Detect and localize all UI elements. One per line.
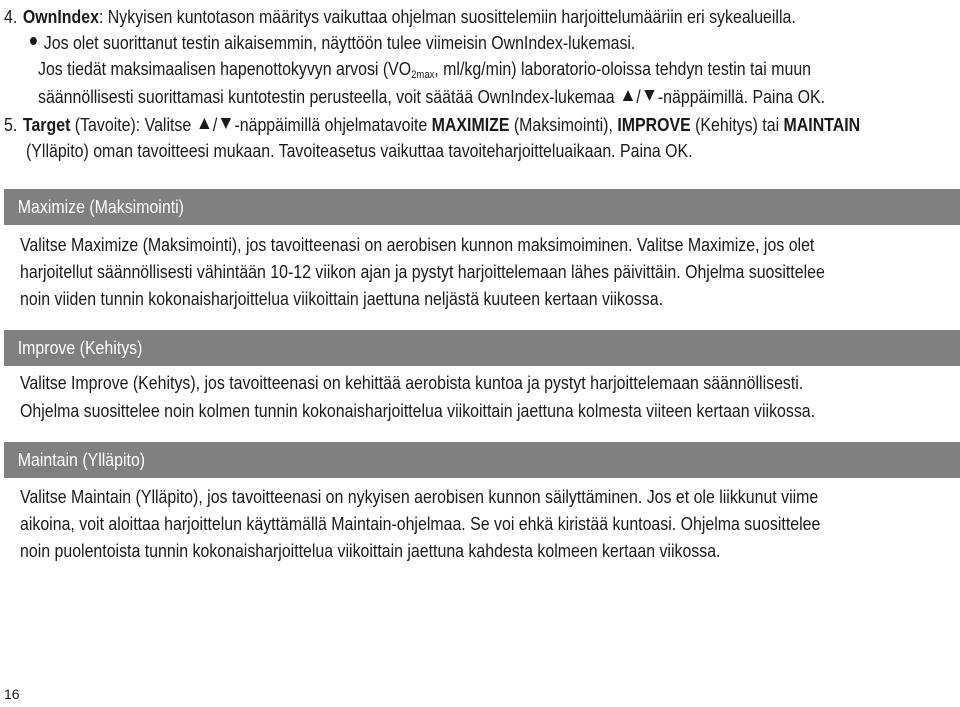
- item-4-text: : Nykyisen kuntotason määritys vaikuttaa ohjelman suosittelemiin harjoittelumääriin eri sykealueilla.: [98, 6, 796, 27]
- section-text: aikoina, voit aloittaa harjoittelun käyttämällä Maintain-ohjelmaa. Se voi ehkä kiristää kuntoasi. Ohjelma suosittelee: [20, 513, 821, 534]
- section-text: harjoitellut säännöllisesti vähintään 10-12 viikon ajan ja pystyt harjoittelemaan lähes päivittäin. Ohjelma suosittelee: [20, 261, 825, 282]
- item-4-para-line-1: [38, 58, 937, 80]
- item-4-bullet-line: [30, 32, 734, 54]
- item-5-number: 5.: [4, 114, 18, 135]
- up-arrow-icon: [622, 90, 632, 101]
- up-arrow-icon: [199, 118, 209, 129]
- arrow-separator: /: [636, 86, 641, 107]
- item-5-title: Target: [22, 114, 71, 135]
- section-maximize-line-3: [20, 288, 768, 310]
- bullet-icon: [30, 37, 37, 45]
- item-5-text-b: -näppäimillä ohjelmatavoite: [234, 114, 432, 135]
- item-5-line-2: [26, 140, 801, 162]
- section-heading-text: Maximize (Maksimointi): [17, 196, 184, 217]
- down-arrow-icon: [221, 118, 231, 129]
- item-4-para-1b: , ml/kg/min) laboratorio-oloissa tehdyn testin tai muun: [434, 58, 812, 79]
- item-4-para-2b: -näppäimillä. Paina OK.: [657, 86, 825, 107]
- option-improve-desc: (Kehitys) tai: [690, 114, 784, 135]
- item-5-text-line-2: (Ylläpito) oman tavoitteesi mukaan. Tavoiteasetus vaikuttaa tavoiteharjoitteluaikaan. Paina OK.: [26, 140, 693, 161]
- section-heading-maintain: [4, 442, 960, 478]
- section-heading-maximize: [4, 189, 960, 225]
- section-maximize-line-2: [20, 261, 956, 283]
- item-5-text-a: (Tavoite): Valitse: [70, 114, 192, 135]
- section-heading-text: Maintain (Ylläpito): [17, 449, 146, 470]
- section-maximize-line-1: [20, 234, 944, 256]
- item-4-para-line-2: [38, 86, 953, 108]
- down-arrow-icon: [644, 90, 654, 101]
- section-text: Valitse Maximize (Maksimointi), jos tavoitteenasi on aerobisen kunnon maksimoiminen. Valitse Maximize, jos olet: [20, 234, 815, 255]
- section-improve-line-2: [20, 400, 944, 422]
- section-heading-text: Improve (Kehitys): [17, 337, 143, 358]
- item-4-bullet-text: Jos olet suorittanut testin aikaisemmin, näyttöön tulee viimeisin OwnIndex-lukemasi.: [43, 32, 636, 53]
- item-4-para-1a: Jos tiedät maksimaalisen hapenottokyvyn arvosi (VO: [38, 58, 412, 79]
- option-maximize: MAXIMIZE: [431, 114, 510, 135]
- section-heading-improve: [4, 330, 960, 366]
- section-text: Ohjelma suosittelee noin kolmen tunnin kokonaisharjoittelua viikoittain jaettuna kolmesta viiteen kertaan viikossa.: [20, 400, 816, 421]
- section-improve-line-1: [20, 372, 931, 394]
- option-improve: IMPROVE: [617, 114, 691, 135]
- section-text: noin viiden tunnin kokonaisharjoittelua viikoittain jaettuna neljästä kuuteen kertaan viikossa.: [20, 288, 663, 309]
- item-5-line-1: [4, 114, 960, 136]
- section-text: Valitse Maintain (Ylläpito), jos tavoitteenasi on nykyisen aerobisen kunnon säilyttäminen. Jos et ole liikkunut viime: [20, 486, 819, 507]
- item-4-number: 4.: [4, 6, 18, 27]
- item-4-line: [4, 6, 925, 28]
- section-maintain-line-2: [20, 513, 951, 535]
- arrow-separator: /: [212, 114, 218, 135]
- item-4-title: OwnIndex: [22, 6, 99, 27]
- vo2max-subscript: 2max: [411, 69, 435, 81]
- section-maintain-line-3: [20, 540, 835, 562]
- section-text: noin puolentoista tunnin kokonaisharjoittelua viikoittain jaettuna kahdesta kolmeen kertaan viikossa.: [20, 540, 721, 561]
- item-4-para-2a: säännöllisesti suorittamasi kuntotestin perusteella, voit säätää OwnIndex-lukemaa: [38, 86, 615, 107]
- section-text: Valitse Improve (Kehitys), jos tavoitteenasi on kehittää aerobista kuntoa ja pystyt harjoittelemaan säännöllisesti.: [20, 372, 804, 393]
- section-maintain-line-1: [20, 486, 948, 508]
- option-maintain: MAINTAIN: [783, 114, 861, 135]
- option-maximize-desc: (Maksimointi),: [509, 114, 618, 135]
- page-number: 16: [4, 686, 20, 702]
